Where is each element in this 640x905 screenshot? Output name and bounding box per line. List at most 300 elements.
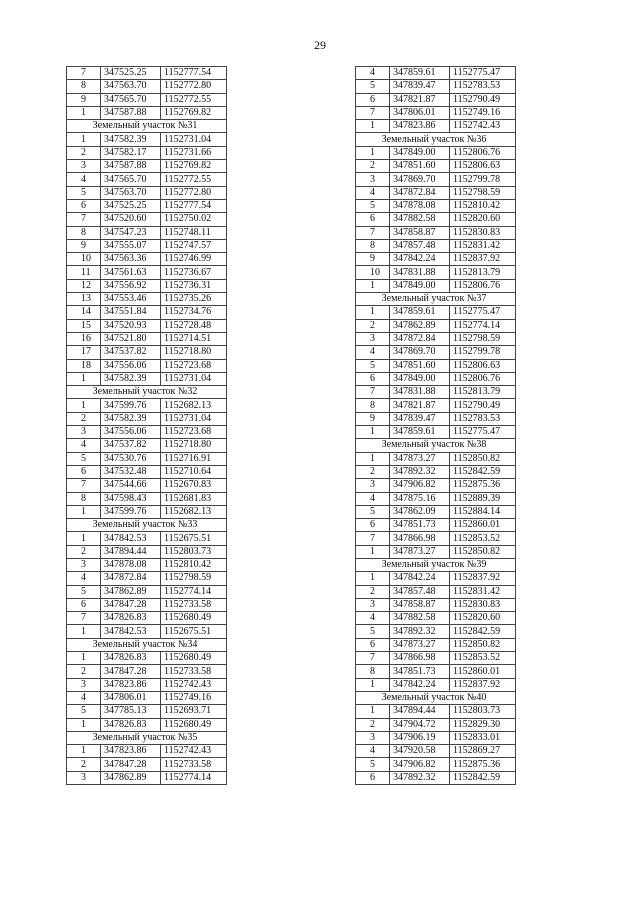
table-row <box>67 572 227 585</box>
point-number: 1 <box>67 532 101 545</box>
coord-y: 1152733.58 <box>161 598 227 611</box>
point-number: 15 <box>67 319 101 332</box>
coord-y: 1152733.58 <box>161 665 227 678</box>
coord-x: 347906.19 <box>390 731 450 744</box>
coord-y: 1152790.49 <box>450 93 516 106</box>
coord-y: 1152772.55 <box>161 173 227 186</box>
table-row <box>67 625 227 638</box>
coord-x: 347831.88 <box>390 386 450 399</box>
coord-x: 347563.70 <box>101 80 161 93</box>
point-number: 3 <box>67 558 101 571</box>
coord-y: 1152810.42 <box>161 558 227 571</box>
table-row <box>356 585 516 598</box>
point-number: 4 <box>356 67 390 80</box>
point-number: 12 <box>67 279 101 292</box>
point-number: 5 <box>356 199 390 212</box>
coord-x: 347894.44 <box>390 705 450 718</box>
table-row <box>356 479 516 492</box>
coord-x: 347598.43 <box>101 492 161 505</box>
table-row <box>67 279 227 292</box>
coord-x: 347872.84 <box>101 572 161 585</box>
coord-x: 347530.76 <box>101 452 161 465</box>
point-number: 8 <box>356 399 390 412</box>
table-row <box>67 479 227 492</box>
point-number: 1 <box>67 505 101 518</box>
coord-y: 1152675.51 <box>161 625 227 638</box>
point-number: 2 <box>67 545 101 558</box>
coord-y: 1152680.49 <box>161 718 227 731</box>
coord-y: 1152806.63 <box>450 359 516 372</box>
coord-y: 1152869.27 <box>450 745 516 758</box>
point-number: 6 <box>67 465 101 478</box>
coord-x: 347842.24 <box>390 253 450 266</box>
point-number: 7 <box>356 386 390 399</box>
coord-y: 1152831.42 <box>450 585 516 598</box>
point-number: 5 <box>67 452 101 465</box>
coord-x: 347851.60 <box>390 160 450 173</box>
table-row <box>356 266 516 279</box>
point-number: 1 <box>67 399 101 412</box>
table-row <box>356 426 516 439</box>
coord-y: 1152682.13 <box>161 505 227 518</box>
coord-x: 347842.24 <box>390 572 450 585</box>
point-number: 1 <box>356 572 390 585</box>
point-number: 9 <box>67 239 101 252</box>
table-row <box>356 67 516 80</box>
point-number: 1 <box>356 426 390 439</box>
table-row <box>356 319 516 332</box>
point-number: 6 <box>67 598 101 611</box>
parcel-header: Земельный участок №33 <box>67 519 227 532</box>
coord-x: 347599.76 <box>101 399 161 412</box>
coord-x: 347563.36 <box>101 253 161 266</box>
point-number: 4 <box>67 691 101 704</box>
table-row <box>356 652 516 665</box>
coord-x: 347847.28 <box>101 665 161 678</box>
coord-y: 1152798.59 <box>450 332 516 345</box>
point-number: 2 <box>356 160 390 173</box>
point-number: 4 <box>67 572 101 585</box>
point-number: 3 <box>356 332 390 345</box>
coord-y: 1152837.92 <box>450 572 516 585</box>
coord-x: 347872.84 <box>390 332 450 345</box>
coord-y: 1152772.55 <box>161 93 227 106</box>
point-number: 6 <box>356 771 390 784</box>
table-row <box>67 213 227 226</box>
coord-x: 347556.92 <box>101 279 161 292</box>
coord-x: 347878.08 <box>101 558 161 571</box>
table-row <box>356 120 516 133</box>
coord-y: 1152842.59 <box>450 625 516 638</box>
point-number: 2 <box>67 665 101 678</box>
coord-x: 347849.00 <box>390 146 450 159</box>
coord-x: 347894.44 <box>101 545 161 558</box>
coord-y: 1152803.73 <box>161 545 227 558</box>
coord-y: 1152670.83 <box>161 479 227 492</box>
point-number: 4 <box>356 612 390 625</box>
table-row <box>356 519 516 532</box>
point-number: 9 <box>356 253 390 266</box>
table-row <box>356 80 516 93</box>
table-row <box>356 386 516 399</box>
table-row <box>356 745 516 758</box>
coord-x: 347525.25 <box>101 67 161 80</box>
table-row <box>67 67 227 80</box>
coord-y: 1152813.79 <box>450 266 516 279</box>
coord-y: 1152742.43 <box>450 120 516 133</box>
point-number: 3 <box>67 426 101 439</box>
coord-y: 1152746.99 <box>161 253 227 266</box>
coord-y: 1152710.64 <box>161 465 227 478</box>
point-number: 1 <box>67 652 101 665</box>
table-row <box>67 439 227 452</box>
coord-y: 1152806.63 <box>450 160 516 173</box>
coord-y: 1152777.54 <box>161 199 227 212</box>
coord-x: 347866.98 <box>390 532 450 545</box>
coord-x: 347520.60 <box>101 213 161 226</box>
coord-y: 1152718.80 <box>161 439 227 452</box>
point-number: 6 <box>356 638 390 651</box>
parcel-header: Земельный участок №31 <box>67 120 227 133</box>
coord-x: 347862.89 <box>390 319 450 332</box>
point-number: 3 <box>356 598 390 611</box>
coord-y: 1152775.47 <box>450 426 516 439</box>
coord-y: 1152810.42 <box>450 199 516 212</box>
table-row <box>356 545 516 558</box>
coord-y: 1152747.57 <box>161 239 227 252</box>
coord-y: 1152860.01 <box>450 519 516 532</box>
table-row <box>67 80 227 93</box>
point-number: 18 <box>67 359 101 372</box>
coord-x: 347906.82 <box>390 758 450 771</box>
table-row <box>356 452 516 465</box>
point-number: 2 <box>356 585 390 598</box>
table-row <box>67 612 227 625</box>
point-number: 9 <box>356 412 390 425</box>
point-number: 1 <box>67 372 101 385</box>
coord-y: 1152820.60 <box>450 612 516 625</box>
table-row <box>67 293 227 306</box>
point-number: 5 <box>356 505 390 518</box>
point-number: 1 <box>356 279 390 292</box>
coord-y: 1152693.71 <box>161 705 227 718</box>
coord-y: 1152783.53 <box>450 80 516 93</box>
point-number: 4 <box>356 745 390 758</box>
coord-x: 347873.27 <box>390 638 450 651</box>
point-number: 4 <box>356 492 390 505</box>
point-number: 6 <box>356 519 390 532</box>
point-number: 3 <box>67 771 101 784</box>
coord-x: 347823.86 <box>390 120 450 133</box>
table-row <box>67 186 227 199</box>
point-number: 4 <box>356 346 390 359</box>
point-number: 2 <box>356 465 390 478</box>
coord-y: 1152681.83 <box>161 492 227 505</box>
coord-x: 347547.23 <box>101 226 161 239</box>
point-number: 8 <box>67 80 101 93</box>
point-number: 10 <box>356 266 390 279</box>
coord-y: 1152850.82 <box>450 545 516 558</box>
coord-x: 347599.76 <box>101 505 161 518</box>
table-row <box>67 598 227 611</box>
table-row <box>356 665 516 678</box>
coord-x: 347849.00 <box>390 372 450 385</box>
coord-y: 1152850.82 <box>450 638 516 651</box>
table-row <box>67 266 227 279</box>
table-row <box>67 718 227 731</box>
coord-y: 1152884.14 <box>450 505 516 518</box>
table-row <box>356 731 516 744</box>
table-row <box>356 332 516 345</box>
point-number: 5 <box>356 80 390 93</box>
coord-y: 1152774.14 <box>161 585 227 598</box>
point-number: 5 <box>356 359 390 372</box>
coord-y: 1152769.82 <box>161 106 227 119</box>
table-row <box>67 372 227 385</box>
table-row <box>67 359 227 372</box>
table-row <box>67 332 227 345</box>
coord-x: 347563.70 <box>101 186 161 199</box>
coord-x: 347851.73 <box>390 665 450 678</box>
table-row <box>67 758 227 771</box>
parcel-header-row <box>356 439 516 452</box>
coord-y: 1152718.80 <box>161 346 227 359</box>
coord-x: 347878.08 <box>390 199 450 212</box>
coord-x: 347859.61 <box>390 67 450 80</box>
coord-x: 347551.84 <box>101 306 161 319</box>
coord-x: 347587.88 <box>101 160 161 173</box>
table-row <box>356 186 516 199</box>
point-number: 9 <box>67 93 101 106</box>
coord-y: 1152875.36 <box>450 758 516 771</box>
table-row <box>356 492 516 505</box>
coord-y: 1152731.66 <box>161 146 227 159</box>
coord-y: 1152806.76 <box>450 372 516 385</box>
parcel-header-row <box>356 133 516 146</box>
coord-y: 1152734.76 <box>161 306 227 319</box>
coord-x: 347839.47 <box>390 412 450 425</box>
table-row <box>356 160 516 173</box>
table-row <box>67 678 227 691</box>
coord-x: 347851.73 <box>390 519 450 532</box>
table-row <box>67 665 227 678</box>
point-number: 5 <box>67 705 101 718</box>
coord-x: 347847.28 <box>101 598 161 611</box>
parcel-header: Земельный участок №32 <box>67 386 227 399</box>
table-row <box>67 253 227 266</box>
coord-x: 347520.93 <box>101 319 161 332</box>
table-row <box>67 532 227 545</box>
table-row <box>356 572 516 585</box>
point-number: 6 <box>67 199 101 212</box>
point-number: 7 <box>67 479 101 492</box>
table-row <box>356 412 516 425</box>
table-row <box>67 133 227 146</box>
parcel-header-row <box>67 519 227 532</box>
table-row <box>67 106 227 119</box>
point-number: 8 <box>356 665 390 678</box>
table-row <box>67 558 227 571</box>
point-number: 17 <box>67 346 101 359</box>
point-number: 2 <box>356 718 390 731</box>
coord-y: 1152675.51 <box>161 532 227 545</box>
coord-x: 347582.17 <box>101 146 161 159</box>
coord-x: 347582.39 <box>101 412 161 425</box>
point-number: 3 <box>356 173 390 186</box>
coord-y: 1152842.59 <box>450 771 516 784</box>
table-row <box>67 412 227 425</box>
table-row <box>356 226 516 239</box>
point-number: 7 <box>356 532 390 545</box>
coord-y: 1152735.26 <box>161 293 227 306</box>
parcel-header-row <box>67 120 227 133</box>
table-row <box>67 771 227 784</box>
coord-y: 1152750.02 <box>161 213 227 226</box>
table-row <box>67 160 227 173</box>
table-row <box>67 173 227 186</box>
coord-x: 347857.48 <box>390 239 450 252</box>
point-number: 3 <box>356 479 390 492</box>
coord-x: 347892.32 <box>390 465 450 478</box>
table-row <box>356 106 516 119</box>
coord-y: 1152833.01 <box>450 731 516 744</box>
parcel-header: Земельный участок №35 <box>67 731 227 744</box>
coord-x: 347821.87 <box>390 93 450 106</box>
point-number: 1 <box>356 678 390 691</box>
coord-y: 1152736.67 <box>161 266 227 279</box>
coord-x: 347858.87 <box>390 226 450 239</box>
coord-y: 1152777.54 <box>161 67 227 80</box>
coord-y: 1152749.16 <box>161 691 227 704</box>
table-row <box>356 306 516 319</box>
point-number: 16 <box>67 332 101 345</box>
coord-y: 1152716.91 <box>161 452 227 465</box>
table-row <box>67 199 227 212</box>
point-number: 1 <box>67 745 101 758</box>
table-row <box>67 465 227 478</box>
point-number: 2 <box>67 758 101 771</box>
coord-x: 347869.70 <box>390 346 450 359</box>
table-row <box>356 372 516 385</box>
coord-y: 1152820.60 <box>450 213 516 226</box>
coord-y: 1152829.30 <box>450 718 516 731</box>
table-row <box>67 691 227 704</box>
table-row <box>67 399 227 412</box>
coord-x: 347892.32 <box>390 771 450 784</box>
point-number: 1 <box>356 120 390 133</box>
table-row <box>356 718 516 731</box>
parcel-header-row <box>67 731 227 744</box>
coord-x: 347537.82 <box>101 346 161 359</box>
table-row <box>356 93 516 106</box>
coord-x: 347882.58 <box>390 612 450 625</box>
coord-y: 1152853.52 <box>450 532 516 545</box>
coord-x: 347826.83 <box>101 718 161 731</box>
coord-x: 347862.89 <box>101 771 161 784</box>
coord-x: 347521.80 <box>101 332 161 345</box>
point-number: 4 <box>67 439 101 452</box>
coord-x: 347906.82 <box>390 479 450 492</box>
parcel-header-row <box>356 558 516 571</box>
point-number: 6 <box>356 372 390 385</box>
table-row <box>356 625 516 638</box>
coord-y: 1152742.43 <box>161 678 227 691</box>
coord-x: 347859.61 <box>390 306 450 319</box>
table-row <box>67 226 227 239</box>
coord-y: 1152742.43 <box>161 745 227 758</box>
coord-y: 1152680.49 <box>161 652 227 665</box>
point-number: 1 <box>67 106 101 119</box>
table-row <box>356 173 516 186</box>
point-number: 1 <box>356 545 390 558</box>
table-row <box>356 638 516 651</box>
parcel-header-row <box>356 293 516 306</box>
coord-x: 347849.00 <box>390 279 450 292</box>
coord-x: 347882.58 <box>390 213 450 226</box>
point-number: 11 <box>67 266 101 279</box>
parcel-header-row <box>67 638 227 651</box>
point-number: 4 <box>67 173 101 186</box>
coord-y: 1152860.01 <box>450 665 516 678</box>
point-number: 7 <box>67 213 101 226</box>
point-number: 5 <box>356 758 390 771</box>
coord-x: 347826.83 <box>101 652 161 665</box>
table-row <box>67 93 227 106</box>
point-number: 6 <box>356 93 390 106</box>
coord-y: 1152772.80 <box>161 186 227 199</box>
coord-y: 1152790.49 <box>450 399 516 412</box>
point-number: 10 <box>67 253 101 266</box>
point-number: 6 <box>356 213 390 226</box>
coord-x: 347875.16 <box>390 492 450 505</box>
coord-y: 1152798.59 <box>161 572 227 585</box>
table-row <box>67 705 227 718</box>
coord-y: 1152736.31 <box>161 279 227 292</box>
coord-x: 347831.88 <box>390 266 450 279</box>
coord-x: 347587.88 <box>101 106 161 119</box>
coord-x: 347904.72 <box>390 718 450 731</box>
parcel-header-row <box>67 386 227 399</box>
table-row <box>356 612 516 625</box>
table-row <box>67 745 227 758</box>
table-row <box>356 239 516 252</box>
table-row <box>356 399 516 412</box>
coord-x: 347858.87 <box>390 598 450 611</box>
point-number: 2 <box>67 412 101 425</box>
coord-x: 347847.28 <box>101 758 161 771</box>
coord-y: 1152769.82 <box>161 160 227 173</box>
coord-y: 1152772.80 <box>161 80 227 93</box>
coord-y: 1152806.76 <box>450 279 516 292</box>
coord-x: 347862.09 <box>390 505 450 518</box>
point-number: 7 <box>67 612 101 625</box>
table-row <box>356 758 516 771</box>
coord-x: 347859.61 <box>390 426 450 439</box>
table-row <box>67 306 227 319</box>
table-row <box>67 492 227 505</box>
coord-x: 347826.83 <box>101 612 161 625</box>
coord-x: 347842.24 <box>390 678 450 691</box>
table-row <box>67 346 227 359</box>
point-number: 8 <box>67 226 101 239</box>
point-number: 3 <box>67 678 101 691</box>
coord-x: 347842.53 <box>101 532 161 545</box>
coord-y: 1152813.79 <box>450 386 516 399</box>
point-number: 1 <box>356 306 390 319</box>
coord-x: 347565.70 <box>101 93 161 106</box>
coord-y: 1152723.68 <box>161 426 227 439</box>
table-row <box>67 452 227 465</box>
